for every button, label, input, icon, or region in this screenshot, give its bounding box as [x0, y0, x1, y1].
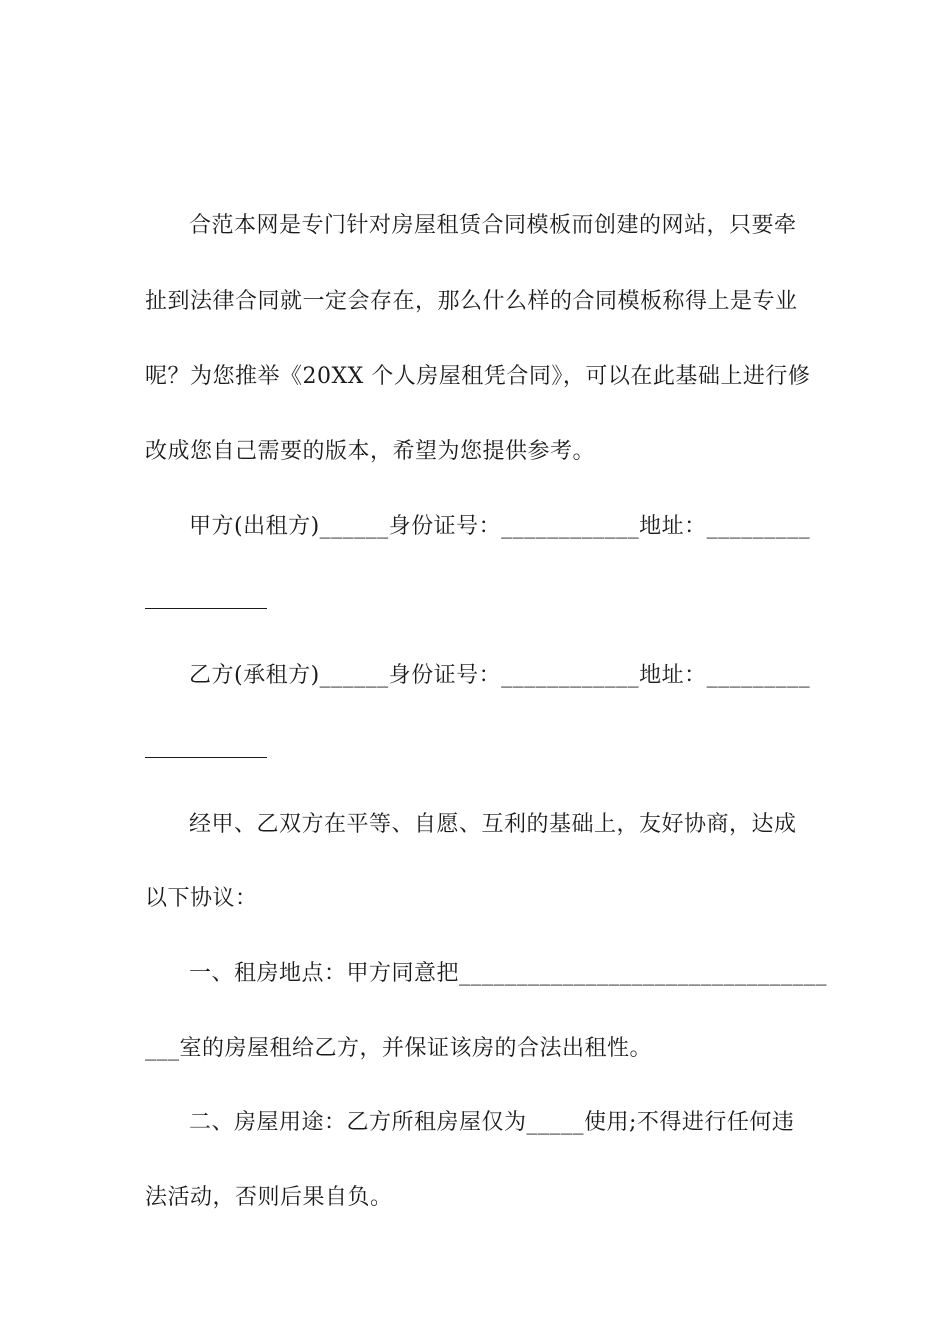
clause-2-line-2: 法活动，否则后果自负。 — [145, 1185, 393, 1210]
party-a-address-blank — [145, 608, 267, 609]
party-b-address-blank — [145, 757, 267, 758]
clause-1-line-1: 一、租房地点：甲方同意把________________________________ — [189, 961, 828, 986]
intro-line-4: 改成您自己需要的版本，希望为您提供参考。 — [145, 439, 596, 464]
party-a-line: 甲方(出租方)______身份证号：____________地址：_________ — [189, 514, 811, 539]
clause-2-line-1: 二、房屋用途：乙方所租房屋仅为_____使用;不得进行任何违 — [189, 1110, 795, 1135]
intro-line-3: 呢？为您推举《20XX 个人房屋租凭合同》，可以在此基础上进行修 — [145, 364, 811, 389]
intro-line-1: 合范本网是专门针对房屋租赁合同模板而创建的网站，只要牵 — [189, 213, 797, 238]
agreement-line-1: 经甲、乙双方在平等、自愿、互利的基础上，友好协商，达成 — [189, 812, 797, 837]
intro-line-2: 扯到法律合同就一定会存在，那么什么样的合同模板称得上是专业 — [145, 289, 798, 314]
clause-1-line-2: ___室的房屋租给乙方，并保证该房的合法出租性。 — [145, 1036, 653, 1061]
agreement-line-2: 以下协议： — [145, 886, 258, 911]
party-b-line: 乙方(承租方)______身份证号：____________地址：_________ — [189, 663, 811, 688]
